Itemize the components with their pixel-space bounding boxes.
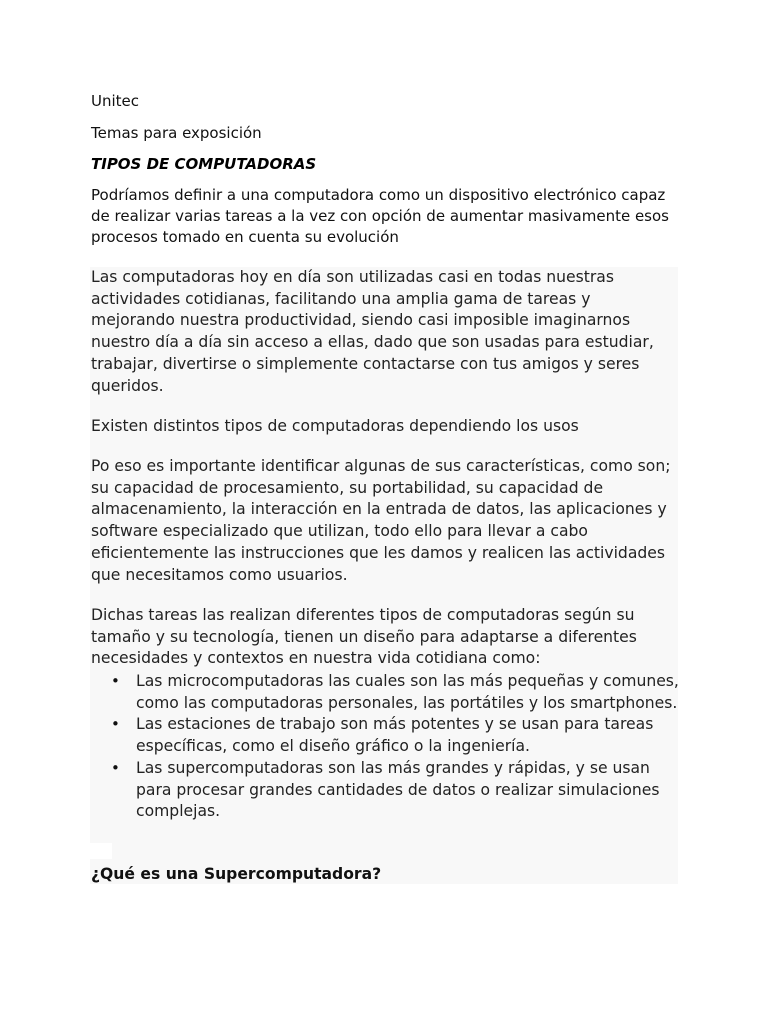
- intro-paragraph: Podríamos definir a una computadora como un dispositivo electrónico capaz de realizar varias tareas a la vez con opción de aumentar masivamente esos procesos tomado en cuenta su evolución: [91, 186, 669, 246]
- header-subject: Temas para exposición: [91, 124, 262, 142]
- section-heading: ¿Qué es una Supercomputadora?: [91, 865, 382, 883]
- paragraph-usage: Las computadoras hoy en día son utilizadas casi en todas nuestras actividades cotidianas, facilitando una amplia gama de tareas y mejorando nuestra productividad, siendo casi imposible imaginarnos nuestro día a día sin acceso a ellas, dado que son usadas para estudiar, trabajar, divertirse o simplemente contactarse con tus amigos y seres queridos.: [91, 268, 654, 395]
- bullet-icon: •: [111, 758, 120, 777]
- list-item: [91, 671, 679, 714]
- list-item: [91, 758, 679, 823]
- highlight-gap: [90, 843, 112, 859]
- list-item: [91, 714, 679, 757]
- paragraph-types: Existen distintos tipos de computadoras dependiendo los usos: [91, 417, 579, 435]
- bullet-icon: •: [111, 715, 120, 734]
- list-item-text: Las estaciones de trabajo son más potentes y se usan para tareas específicas, como el diseño gráfico o la ingeniería.: [136, 715, 654, 756]
- list-item-text: Las supercomputadoras son las más grandes y rápidas, y se usan para procesar grandes cantidades de datos o realizar simulaciones complejas.: [136, 758, 660, 821]
- paragraph-tasks: Dichas tareas las realizan diferentes tipos de computadoras según su tamaño y su tecnología, tienen un diseño para adaptarse a diferentes necesidades y contextos en nuestra vida cotidiana como:: [91, 606, 637, 668]
- computer-types-list: [91, 671, 679, 823]
- paragraph-characteristics: Po eso es importante identificar algunas de sus características, como son; su capacidad de procesamiento, su portabilidad, su capacidad de almacenamiento, la interacción en la entrada de datos, las aplicaciones y software especializado que utilizan, todo ello para llevar a cabo eficientemente las instrucciones que les damos y realicen las actividades que necesitamos como usuarios.: [91, 457, 671, 584]
- document-title: TIPOS DE COMPUTADORAS: [91, 155, 317, 173]
- list-item-text: Las microcomputadoras las cuales son las más pequeñas y comunes, como las computadoras personales, las portátiles y los smartphones.: [136, 672, 679, 712]
- bullet-icon: •: [111, 672, 120, 690]
- header-institution: Unitec: [91, 92, 140, 110]
